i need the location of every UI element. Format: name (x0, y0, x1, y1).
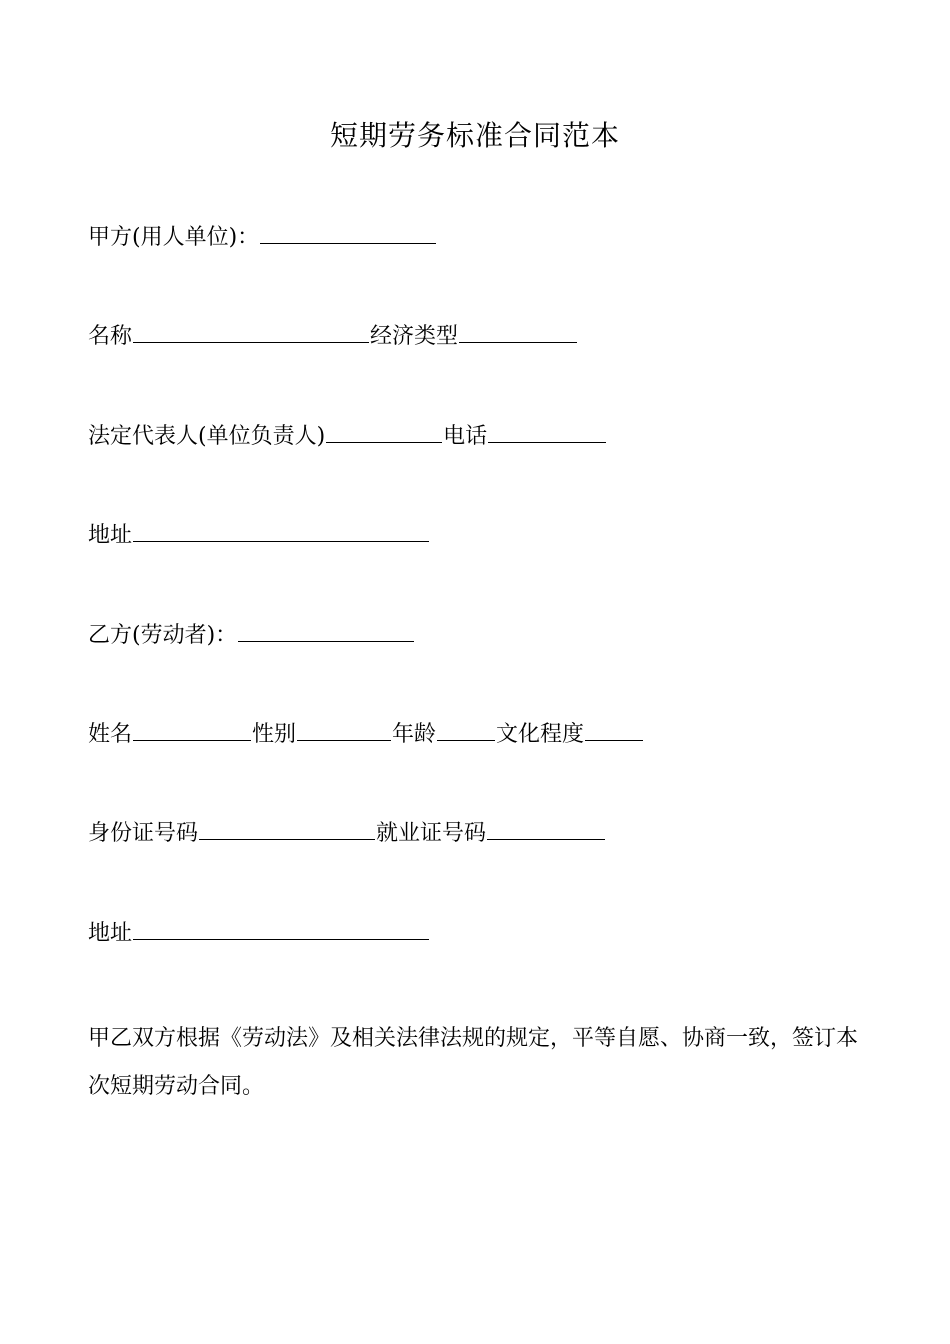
party-b-id-label: 身份证号码 (88, 821, 199, 846)
party-b-employment-cert-label: 就业证号码 (376, 821, 487, 846)
document-title: 短期劳务标准合同范本 (329, 119, 620, 152)
party-b-id-line (88, 815, 606, 850)
party-b-education-label: 文化程度 (496, 722, 585, 747)
party-b-address-label: 地址 (88, 921, 133, 946)
party-a-name-label: 名称 (88, 324, 133, 349)
party-b-heading: 乙方(劳动者)： (88, 623, 238, 648)
party-b-address-line (88, 915, 430, 950)
party-a-legal-rep-blank[interactable] (326, 418, 442, 443)
party-b-heading-line (88, 617, 415, 652)
party-b-address-blank[interactable] (133, 915, 429, 940)
party-a-econ-type-label: 经济类型 (370, 324, 459, 349)
party-a-address-label: 地址 (88, 523, 133, 548)
party-a-heading: 甲方(用人单位)： (88, 225, 260, 250)
party-a-legal-rep-line (88, 418, 607, 453)
party-a-blank[interactable] (260, 219, 436, 244)
party-b-age-blank[interactable] (437, 716, 495, 741)
party-a-name-line (88, 318, 578, 353)
party-a-phone-blank[interactable] (488, 418, 606, 443)
party-b-id-blank[interactable] (199, 815, 375, 840)
agreement-paragraph: 甲乙双方根据《劳动法》及相关法律法规的规定，平等自愿、协商一致，签订本次短期劳动合同。 (88, 1026, 859, 1099)
party-a-name-blank[interactable] (133, 318, 369, 343)
party-b-blank[interactable] (238, 617, 414, 642)
party-b-gender-blank[interactable] (297, 716, 391, 741)
party-b-personal-line (88, 716, 644, 751)
party-a-phone-label: 电话 (443, 424, 488, 449)
party-b-employment-cert-blank[interactable] (487, 815, 605, 840)
party-b-name-blank[interactable] (133, 716, 251, 741)
party-a-address-blank[interactable] (133, 517, 429, 542)
party-b-education-blank[interactable] (585, 716, 643, 741)
party-a-econ-type-blank[interactable] (459, 318, 577, 343)
party-b-gender-label: 性别 (252, 722, 297, 747)
party-b-age-label: 年龄 (392, 722, 437, 747)
party-a-heading-line (88, 219, 437, 254)
party-a-legal-rep-label: 法定代表人(单位负责人) (88, 424, 326, 449)
party-a-address-line (88, 517, 430, 552)
party-b-name-label: 姓名 (88, 722, 133, 747)
